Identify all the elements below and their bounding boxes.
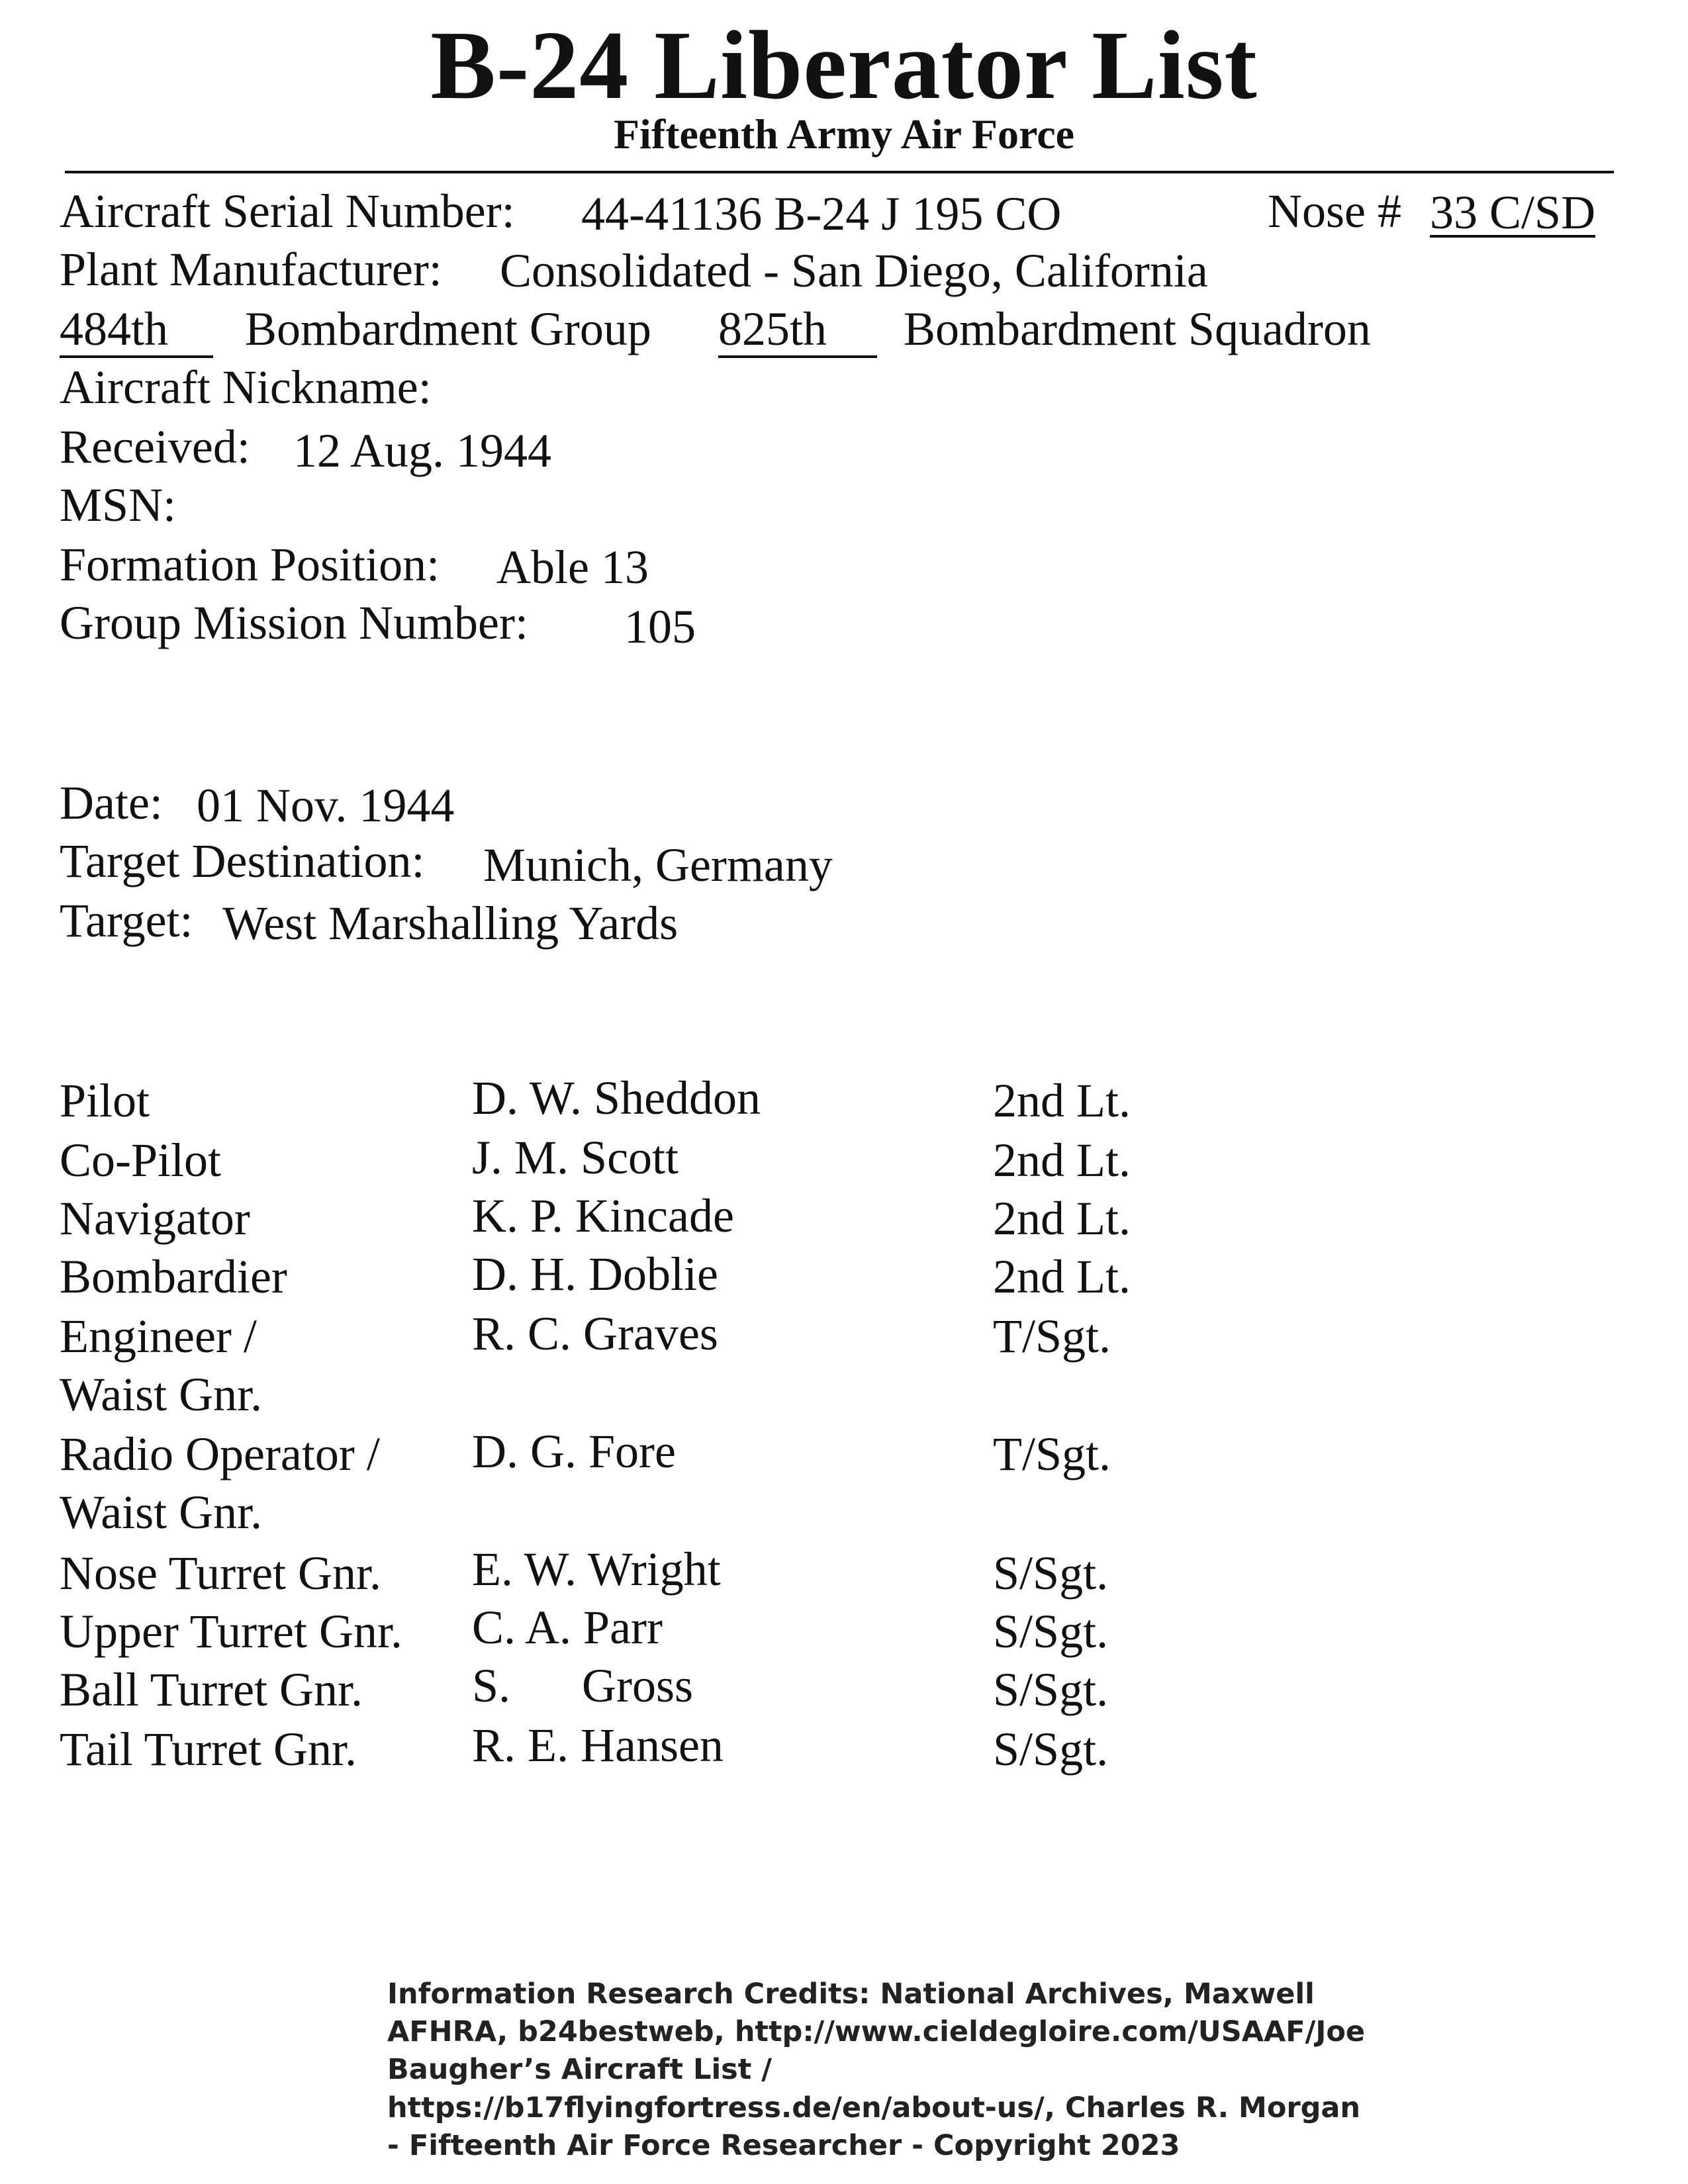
crew-rank: S/Sgt.	[993, 1547, 1109, 1600]
destination-label: Target Destination:	[60, 835, 425, 887]
crew-rank: T/Sgt.	[993, 1310, 1111, 1363]
mission-number-value: 105	[624, 600, 696, 653]
serial-value: 44-41136 B-24 J 195 CO	[581, 187, 1062, 240]
squadron-label: Bombardment Squadron	[904, 302, 1371, 355]
date-value: 01 Nov. 1944	[197, 779, 455, 832]
crew-name: E. W. Wright	[472, 1543, 721, 1596]
crew-position: Upper Turret Gnr.	[60, 1605, 402, 1658]
received-label: Received:	[60, 420, 250, 473]
nose-value: 33 C/SD	[1430, 186, 1596, 239]
research-credits: Information Research Credits: National Archives, Maxwell AFHRA, b24bestweb, http://www.cieldegloire.com/USAAF/Joe Baugher’s Aircraft List / https://b17flyingfortress.de/en/about-us/, Charles R. Morgan - Fifteenth Air Force Researcher - Copyright 2023	[387, 1978, 1366, 2162]
crew-position: Bombardier	[60, 1250, 287, 1303]
crew-name: R. E. Hansen	[472, 1719, 724, 1772]
crew-rank: 2nd Lt.	[993, 1134, 1131, 1187]
crew-name: D. W. Sheddon	[472, 1071, 761, 1124]
formation-label: Formation Position:	[60, 538, 440, 591]
crew-rank: 2nd Lt.	[993, 1250, 1131, 1303]
destination-value: Munich, Germany	[483, 839, 833, 891]
crew-name: C. A. Parr	[472, 1601, 663, 1654]
document-title: B-24 Liberator List	[430, 11, 1258, 120]
plant-value: Consolidated - San Diego, California	[500, 244, 1208, 297]
crew-position: Co-Pilot	[60, 1134, 222, 1187]
nose-label: Nose #	[1268, 185, 1401, 238]
formation-value: Able 13	[496, 541, 649, 594]
crew-name: D. H. Doblie	[472, 1248, 718, 1300]
crew-rank: S/Sgt.	[993, 1605, 1109, 1658]
crew-name: K. P. Kincade	[472, 1189, 734, 1242]
target-value: West Marshalling Yards	[222, 897, 679, 950]
crew-position: Navigator	[60, 1192, 250, 1245]
target-label: Target:	[60, 894, 193, 947]
crew-position: Pilot	[60, 1074, 150, 1127]
plant-label: Plant Manufacturer:	[60, 243, 442, 296]
crew-position: Engineer /	[60, 1310, 257, 1363]
group-label: Bombardment Group	[245, 302, 651, 355]
nickname-label: Aircraft Nickname:	[60, 361, 432, 414]
msn-label: MSN:	[60, 478, 177, 531]
squadron-number-value: 825th	[718, 305, 877, 358]
crew-name: D. G. Fore	[472, 1425, 676, 1478]
crew-position: Tail Turret Gnr.	[60, 1723, 357, 1776]
squadron-number	[718, 302, 877, 358]
crew-position: Ball Turret Gnr.	[60, 1663, 363, 1716]
crew-name: J. M. Scott	[472, 1131, 679, 1184]
date-label: Date:	[60, 776, 163, 829]
crew-name: S. Gross	[472, 1659, 694, 1712]
crew-name: R. C. Graves	[472, 1307, 718, 1360]
crew-position-line2: Waist Gnr.	[60, 1486, 263, 1539]
mission-number-label: Group Mission Number:	[60, 596, 528, 649]
header-divider	[65, 171, 1614, 173]
received-value: 12 Aug. 1944	[293, 424, 552, 477]
crew-rank: T/Sgt.	[993, 1428, 1111, 1480]
serial-label: Aircraft Serial Number:	[60, 185, 515, 238]
crew-rank: S/Sgt.	[993, 1723, 1109, 1776]
crew-rank: 2nd Lt.	[993, 1192, 1131, 1245]
crew-rank: S/Sgt.	[993, 1663, 1109, 1716]
crew-position-line2: Waist Gnr.	[60, 1368, 263, 1421]
crew-position: Radio Operator /	[60, 1428, 380, 1480]
crew-position: Nose Turret Gnr.	[60, 1547, 382, 1600]
crew-rank: 2nd Lt.	[993, 1074, 1131, 1127]
group-number-value: 484th	[60, 305, 213, 358]
document-subtitle: Fifteenth Army Air Force	[613, 111, 1075, 158]
group-number	[60, 302, 213, 358]
